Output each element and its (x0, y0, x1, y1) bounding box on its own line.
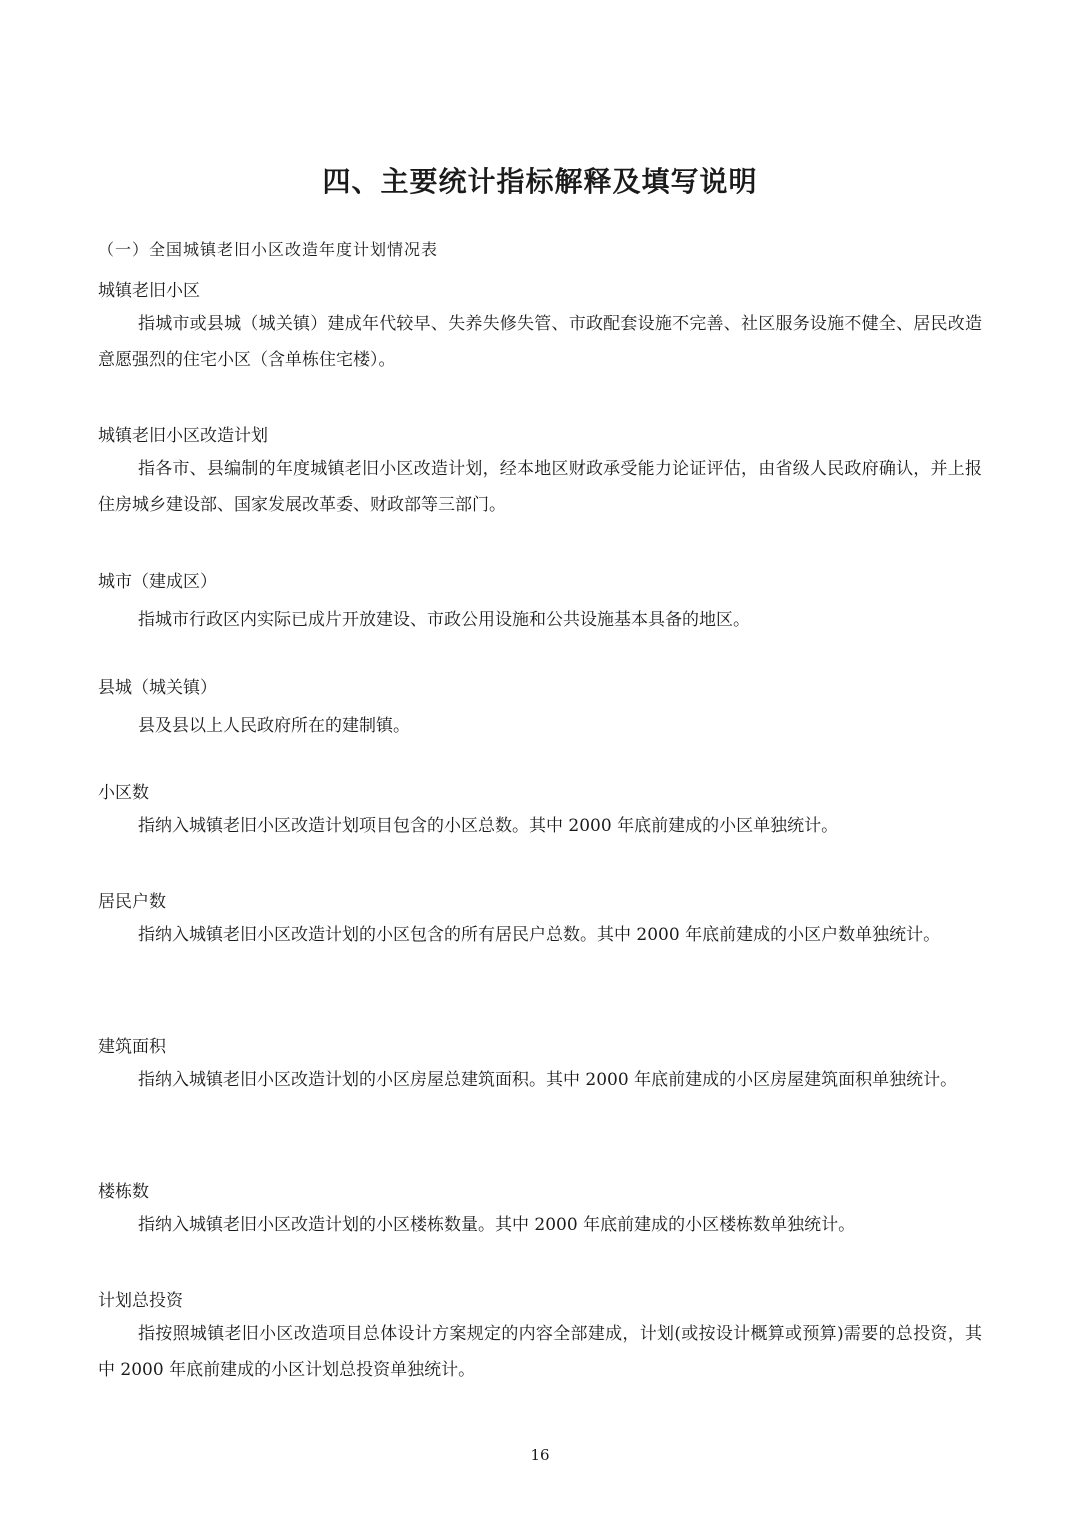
term-heading: 城镇老旧小区改造计划 (98, 426, 268, 446)
term-heading: 县城（城关镇） (98, 678, 217, 698)
term-definition: 指纳入城镇老旧小区改造计划的小区房屋总建筑面积。其中 2000 年底前建成的小区房屋建筑面积单独统计。 (138, 1070, 958, 1090)
term-definition: 指各市、县编制的年度城镇老旧小区改造计划，经本地区财政承受能力论证评估，由省级人民政府确认，并上报住房城乡建设部、国家发展改革委、财政部等三部门。 (98, 459, 982, 515)
term-definition: 指城市行政区内实际已成片开放建设、市政公用设施和公共设施基本具备的地区。 (138, 610, 750, 630)
term-heading: 计划总投资 (98, 1291, 183, 1311)
term-definition: 指纳入城镇老旧小区改造计划的小区包含的所有居民户总数。其中 2000 年底前建成的小区户数单独统计。 (138, 925, 941, 945)
section-heading: （一）全国城镇老旧小区改造年度计划情况表 (98, 240, 439, 259)
term-heading: 建筑面积 (98, 1037, 166, 1057)
term-heading: 居民户数 (98, 892, 166, 912)
term-heading: 楼栋数 (98, 1182, 149, 1202)
term-definition: 指纳入城镇老旧小区改造计划项目包含的小区总数。其中 2000 年底前建成的小区单独统计。 (138, 816, 839, 836)
term-definition: 指按照城镇老旧小区改造项目总体设计方案规定的内容全部建成，计划(或按设计概算或预算)需要的总投资，其中 2000 年底前建成的小区计划总投资单独统计。 (98, 1324, 982, 1380)
page-number: 16 (530, 1446, 550, 1464)
term-definition: 县及县以上人民政府所在的建制镇。 (138, 716, 410, 736)
term-definition: 指纳入城镇老旧小区改造计划的小区楼栋数量。其中 2000 年底前建成的小区楼栋数单独统计。 (138, 1215, 856, 1235)
term-heading: 城镇老旧小区 (98, 281, 200, 301)
term-heading: 城市（建成区） (98, 572, 217, 592)
term-definition: 指城市或县城（城关镇）建成年代较早、失养失修失管、市政配套设施不完善、社区服务设施不健全、居民改造意愿强烈的住宅小区（含单栋住宅楼）。 (98, 314, 982, 370)
page-title: 四、主要统计指标解释及填写说明 (322, 165, 758, 198)
term-heading: 小区数 (98, 783, 149, 803)
